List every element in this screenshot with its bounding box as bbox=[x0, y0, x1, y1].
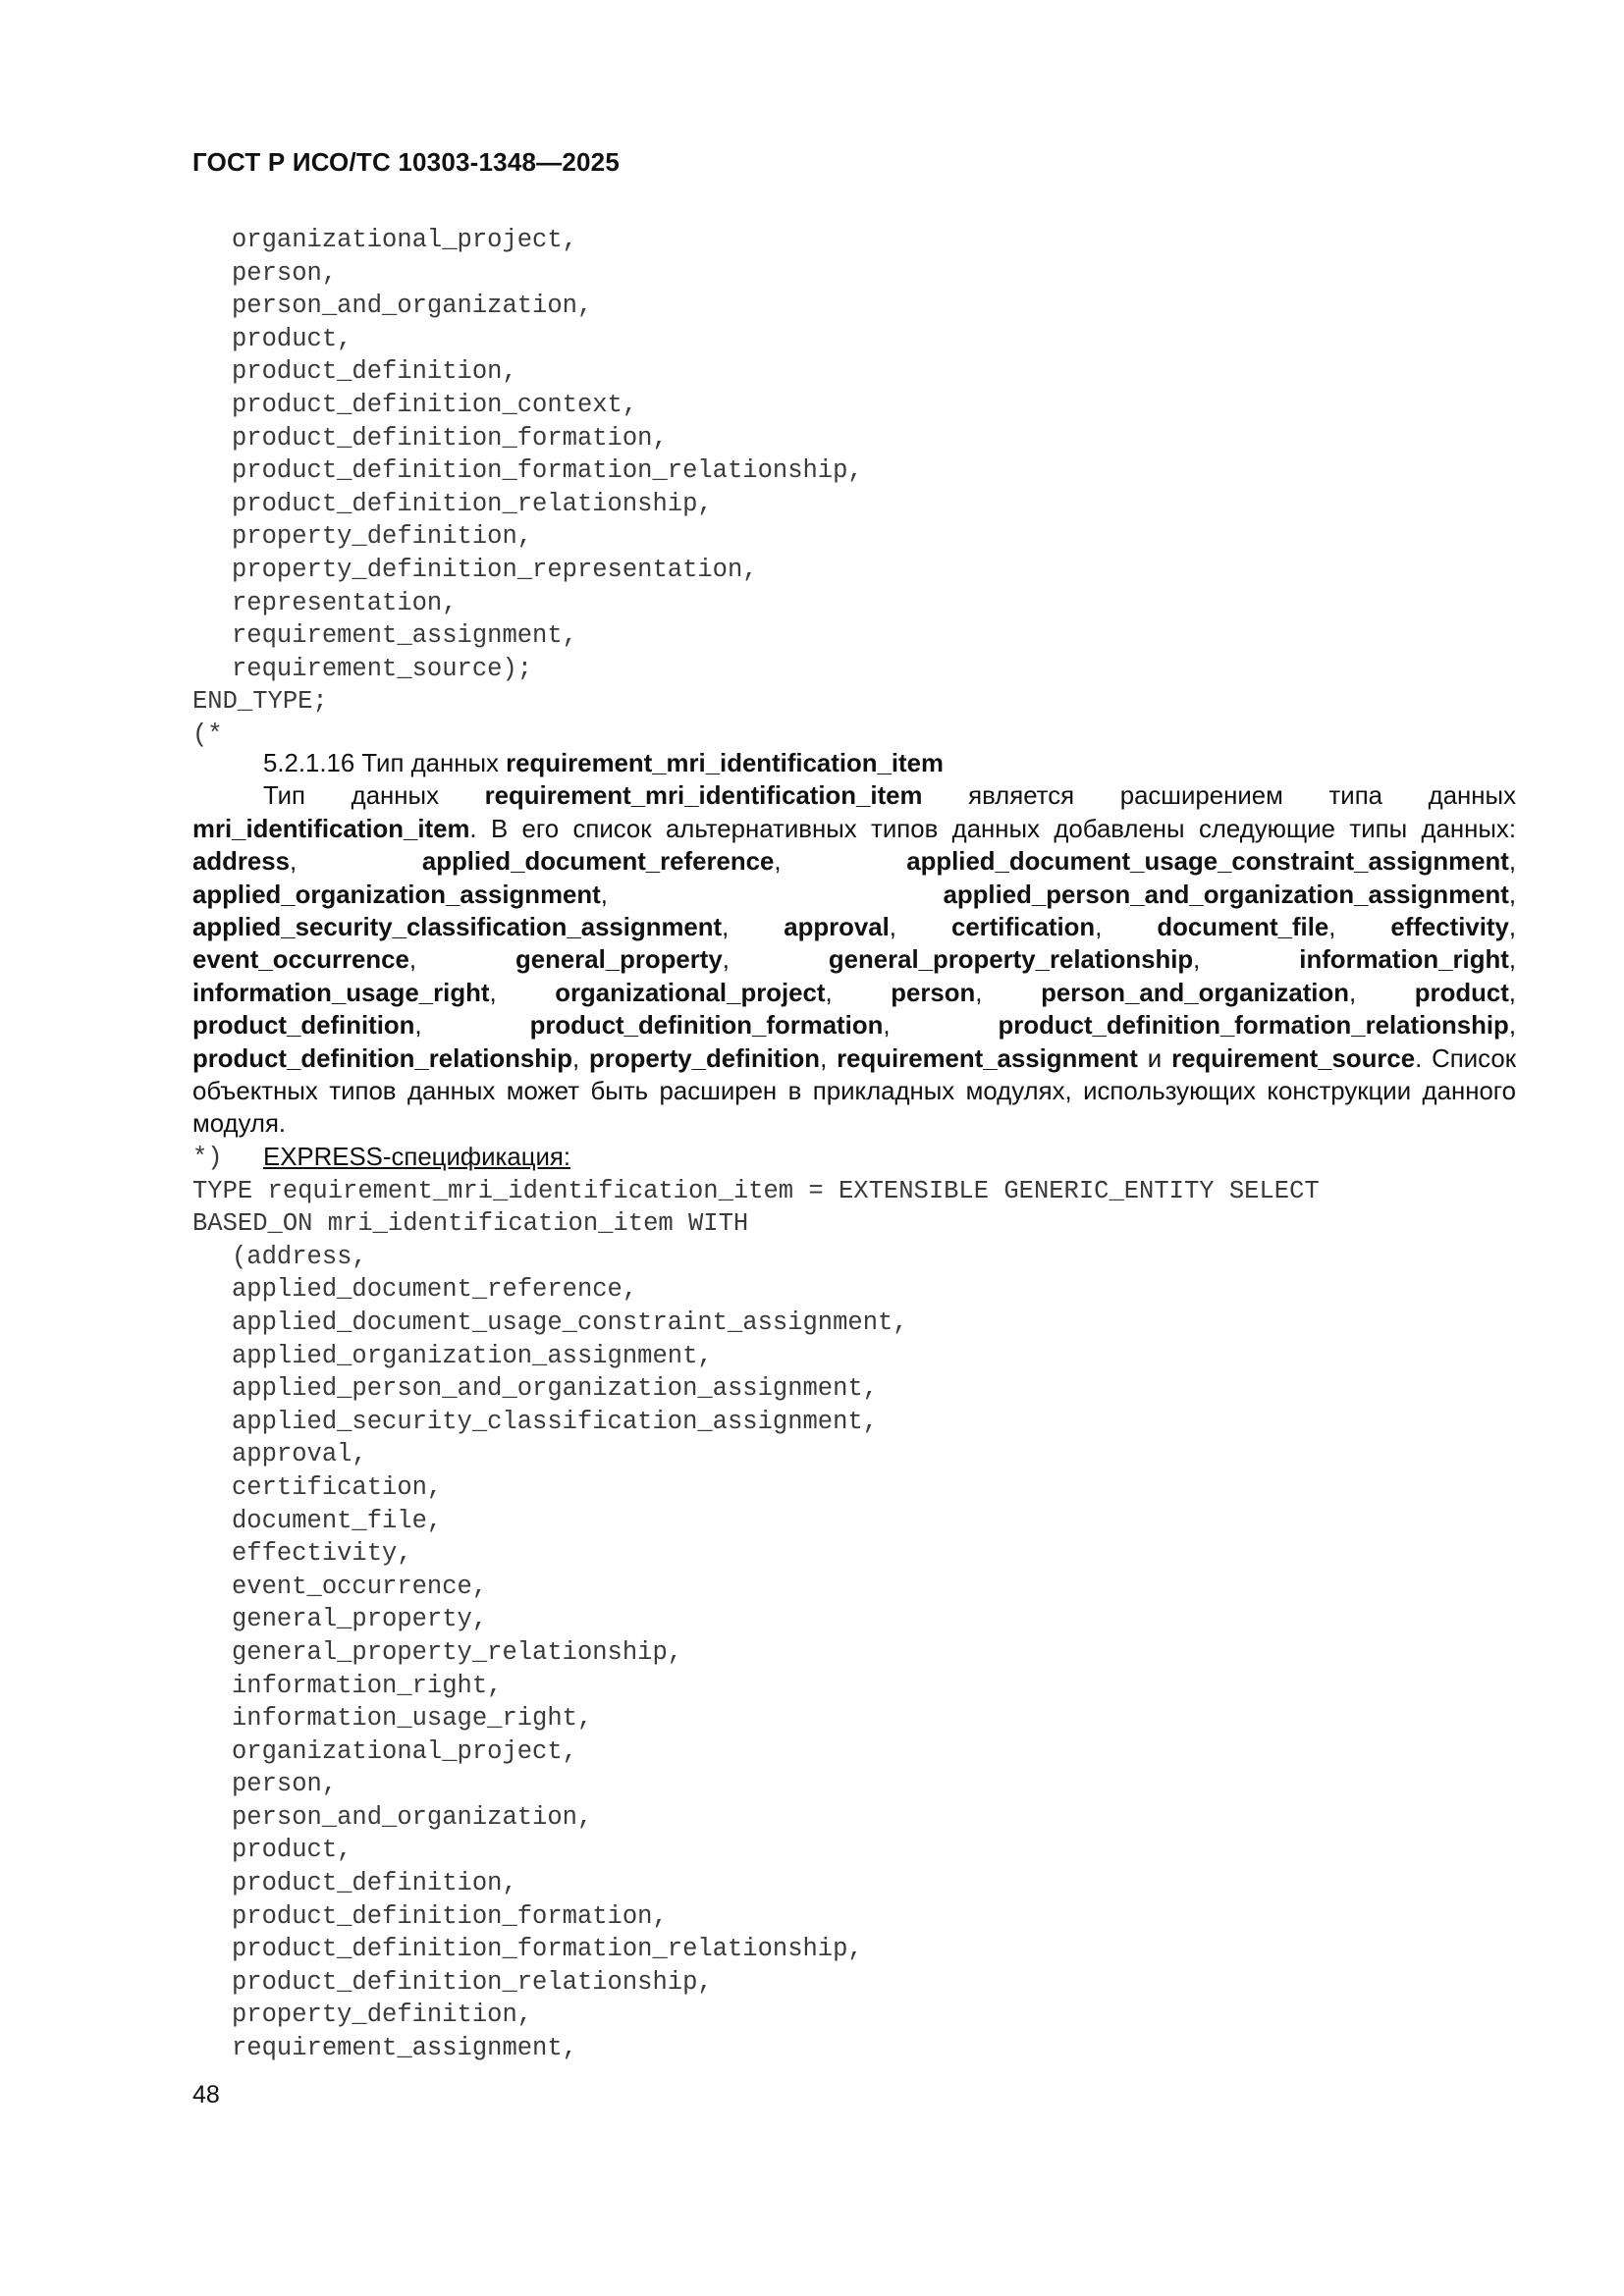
type-list: address, applied_document_reference, applied_document_usage_constraint_assignment, applied_organization_assignment, applied_person_and_organization_assignment, applied_security_classification_assignment, approval, certification, document_file, effectivity, event_occurrence, general_property, general_property_relationship, information_right, information_usage_right, organizational_project, person, person_and_organization, product, product_definition, product_definition_formation, product_definition_formation_relationship, product_definition_relationship, property_definition, requirement_assignment bbox=[192, 848, 1517, 1073]
type-name: document_file bbox=[1157, 914, 1329, 942]
code-line: applied_person_and_organization_assignment, bbox=[232, 1374, 879, 1404]
based-on-line: BASED_ON mri_identification_item WITH bbox=[192, 1209, 749, 1239]
type-name: product_definition bbox=[192, 1012, 415, 1041]
type-name: event_occurrence bbox=[192, 946, 409, 975]
select-items bbox=[192, 1241, 1320, 2065]
code-line: organizational_project, bbox=[232, 1736, 577, 1766]
para-mid: является расширением типа данных bbox=[968, 782, 1516, 811]
para-base-type: mri_identification_item bbox=[192, 815, 470, 843]
express-code-block-top bbox=[192, 224, 863, 752]
code-line: information_usage_right, bbox=[232, 1704, 593, 1734]
type-name: general_property_relationship bbox=[828, 946, 1194, 975]
code-line: representation, bbox=[232, 588, 458, 617]
para-type-name: requirement_mri_identification_item bbox=[484, 782, 923, 811]
code-line: document_file, bbox=[232, 1506, 443, 1535]
code-line: property_definition_representation, bbox=[232, 555, 758, 584]
code-line: general_property_relationship, bbox=[232, 1637, 683, 1667]
comment-close-line: *) bbox=[192, 1144, 223, 1172]
code-line: information_right, bbox=[232, 1671, 503, 1700]
type-name: applied_document_usage_constraint_assignment bbox=[906, 848, 1509, 877]
code-line: applied_organization_assignment, bbox=[232, 1341, 713, 1370]
code-line: property_definition, bbox=[232, 522, 533, 552]
type-name: product_definition_formation_relationship bbox=[998, 1012, 1509, 1041]
type-name: product_definition_formation bbox=[529, 1012, 884, 1041]
section-heading bbox=[192, 748, 1516, 780]
para-list-intro: . В его список альтернативных типов данных добавлены следующие типы данных: bbox=[469, 815, 1516, 843]
type-name: certification bbox=[950, 914, 1096, 942]
section-text bbox=[192, 748, 1516, 1174]
code-line: product_definition_formation, bbox=[232, 1901, 668, 1931]
type-name: applied_security_classification_assignment bbox=[192, 914, 723, 942]
type-name: general_property bbox=[514, 946, 723, 975]
code-line: product_definition_formation, bbox=[232, 423, 668, 453]
code-line: person_and_organization, bbox=[232, 292, 593, 321]
type-name: effectivity bbox=[1390, 914, 1509, 942]
code-line: product_definition_relationship, bbox=[232, 489, 713, 518]
type-name: organizational_project bbox=[555, 979, 826, 1007]
code-line: applied_document_usage_constraint_assignment, bbox=[232, 1308, 908, 1337]
code-line: requirement_assignment, bbox=[232, 621, 577, 651]
type-name: approval bbox=[784, 914, 890, 942]
express-code-block-bottom bbox=[192, 1142, 1320, 2065]
code-line: requirement_source); bbox=[232, 654, 533, 683]
code-line: product_definition_context, bbox=[232, 390, 638, 419]
section-heading-prefix: Тип данных bbox=[361, 750, 499, 777]
type-name: information_right bbox=[1299, 946, 1509, 975]
code-line: product, bbox=[232, 1836, 352, 1865]
last-type: requirement_source bbox=[1171, 1044, 1416, 1073]
type-name: product_definition_relationship bbox=[192, 1044, 572, 1073]
code-line: product_definition_formation_relationship, bbox=[232, 1935, 863, 1964]
code-line: requirement_assignment, bbox=[232, 2034, 577, 2063]
conjunction: и bbox=[1147, 1044, 1163, 1073]
code-line: person, bbox=[232, 1770, 338, 1799]
para-tail: . Список объектных типов данных может быть расширен в прикладных модулях, использующих конструкции данного модуля. bbox=[192, 1044, 1516, 1139]
code-line: person_and_organization, bbox=[232, 1802, 593, 1832]
section-number: 5.2.1.16 bbox=[263, 750, 355, 777]
type-declaration-line: TYPE requirement_mri_identification_item = EXTENSIBLE GENERIC_ENTITY SELECT bbox=[192, 1176, 1320, 1205]
type-name: product bbox=[1414, 979, 1509, 1007]
code-line: (address, bbox=[232, 1242, 367, 1271]
type-name: applied_document_reference bbox=[421, 848, 775, 877]
type-name: property_definition bbox=[589, 1044, 821, 1073]
type-name: information_usage_right bbox=[192, 979, 490, 1007]
type-name: requirement_assignment bbox=[837, 1044, 1138, 1073]
code-line: product, bbox=[232, 324, 352, 353]
code-line: effectivity, bbox=[232, 1539, 412, 1569]
code-line: event_occurrence, bbox=[232, 1572, 488, 1601]
para-prefix: Тип данных bbox=[263, 782, 439, 811]
code-line: certification, bbox=[232, 1472, 443, 1502]
code-line: product_definition, bbox=[232, 1869, 517, 1898]
type-name: applied_organization_assignment bbox=[192, 881, 601, 909]
end-type-line: END_TYPE; bbox=[192, 687, 328, 717]
code-line: approval, bbox=[232, 1440, 367, 1469]
section-heading-name: requirement_mri_identification_item bbox=[506, 750, 944, 777]
type-name: address bbox=[192, 848, 290, 877]
comment-open-line: (* bbox=[192, 720, 223, 749]
code-line: person, bbox=[232, 258, 338, 288]
section-paragraph bbox=[192, 780, 1516, 1141]
page-number: 48 bbox=[192, 2081, 220, 2109]
code-line: product_definition_relationship, bbox=[232, 1967, 713, 1997]
express-label: EXPRESS-спецификация: bbox=[263, 1143, 571, 1171]
code-line: property_definition, bbox=[232, 2001, 533, 2030]
type-name: person bbox=[891, 979, 976, 1007]
code-line: product_definition, bbox=[232, 357, 517, 387]
code-line: applied_security_classification_assignment, bbox=[232, 1407, 879, 1436]
type-name: person_and_organization bbox=[1041, 979, 1349, 1007]
code-line: applied_document_reference, bbox=[232, 1275, 638, 1305]
type-name: applied_person_and_organization_assignment bbox=[943, 881, 1509, 909]
code-line: general_property, bbox=[232, 1605, 488, 1634]
page-header: ГОСТ Р ИСО/ТС 10303-1348—2025 bbox=[192, 147, 621, 177]
code-line: product_definition_formation_relationship, bbox=[232, 456, 863, 486]
code-line: organizational_project, bbox=[232, 226, 577, 254]
